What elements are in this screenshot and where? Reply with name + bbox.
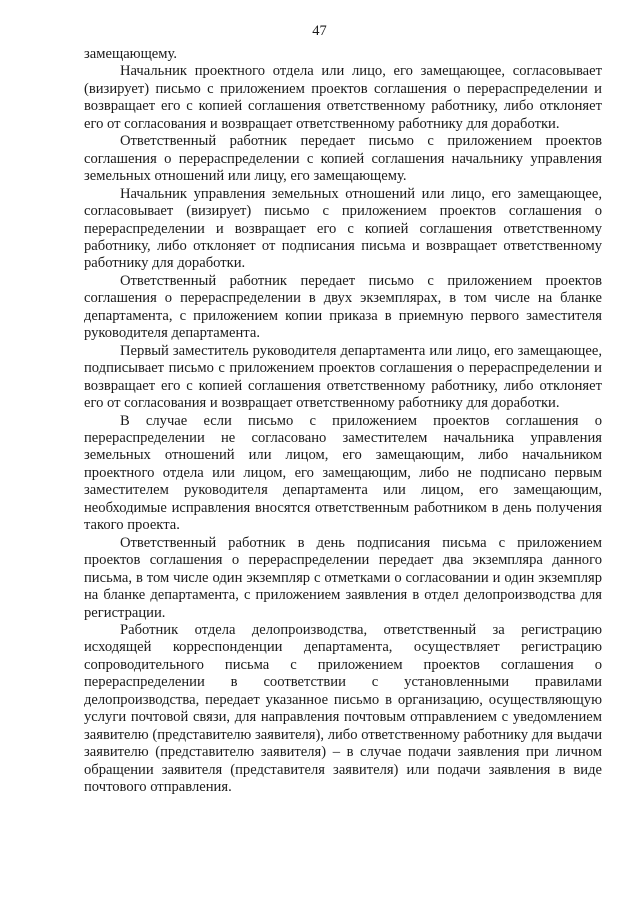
document-body bbox=[84, 46, 602, 796]
paragraph: Ответственный работник передает письмо с приложением проектов соглашения о перераспределении с копией соглашения начальнику управления земельных отношений или лицу, его замещающему. bbox=[84, 133, 602, 185]
paragraph: Ответственный работник в день подписания письма с приложением проектов соглашения о перераспределении передает два экземпляра данного письма, в том числе один экземпляр с отметками о согласовании и один экземпляр на бланке департамента, с приложением заявления в отдел делопроизводства для регистрации. bbox=[84, 534, 602, 621]
paragraph-continuation: замещающему. bbox=[84, 46, 178, 62]
paragraph: Первый заместитель руководителя департамента или лицо, его замещающее, подписывает письмо с приложением проектов соглашения о перераспределении и возвращает его с копией соглашения ответственному работнику, либо отклоняет его от согласования и возвращает ответственному работнику для доработки. bbox=[84, 342, 602, 412]
paragraph: Начальник управления земельных отношений или лицо, его замещающее, согласовывает (визирует) письмо с приложением проектов соглашения о перераспределении и возвращает его с копией соглашения ответственному работнику, либо отклоняет от подписания письма и возвращает ответственному работнику для доработки. bbox=[84, 185, 602, 272]
paragraph: Ответственный работник передает письмо с приложением проектов соглашения о перераспределении в двух экземплярах, в том числе на бланке департамента, с приложением копии приказа в приемную первого заместителя руководителя департамента. bbox=[84, 272, 602, 342]
paragraph: Начальник проектного отдела или лицо, его замещающее, согласовывает (визирует) письмо с приложением проектов соглашения о перераспределении и возвращает его с копией соглашения ответственному работнику, либо отклоняет его от согласования и возвращает ответственному работнику для доработки. bbox=[84, 63, 602, 132]
paragraph: В случае если письмо с приложением проектов соглашения о перераспределении не согласовано заместителем начальника управления земельных отношений или лицом, его замещающим, либо начальником проектного отдела или лицом, его замещающим, либо не подписано первым заместителем руководителя департамента или лицом, его замещающим, необходимые исправления вносятся ответственным работником в день получения такого проекта. bbox=[84, 412, 602, 534]
page-number: 47 bbox=[312, 23, 327, 39]
paragraph: Работник отдела делопроизводства, ответственный за регистрацию исходящей корреспонденции департамента, осуществляет регистрацию сопроводительного письма с приложением проектов соглашения о перераспределении в соответствии с установленными правилами делопроизводства, передает указанное письмо в организацию, осуществляющую услуги почтовой связи, для направления почтовым отправлением с уведомлением заявителю (представителю заявителя), либо ответственному работнику для выдачи заявителю (представителю заявителя) – в случае подачи заявления при личном обращении заявителя (представителя заявителя) или подачи заявления в виде почтового отправления. bbox=[84, 621, 602, 796]
